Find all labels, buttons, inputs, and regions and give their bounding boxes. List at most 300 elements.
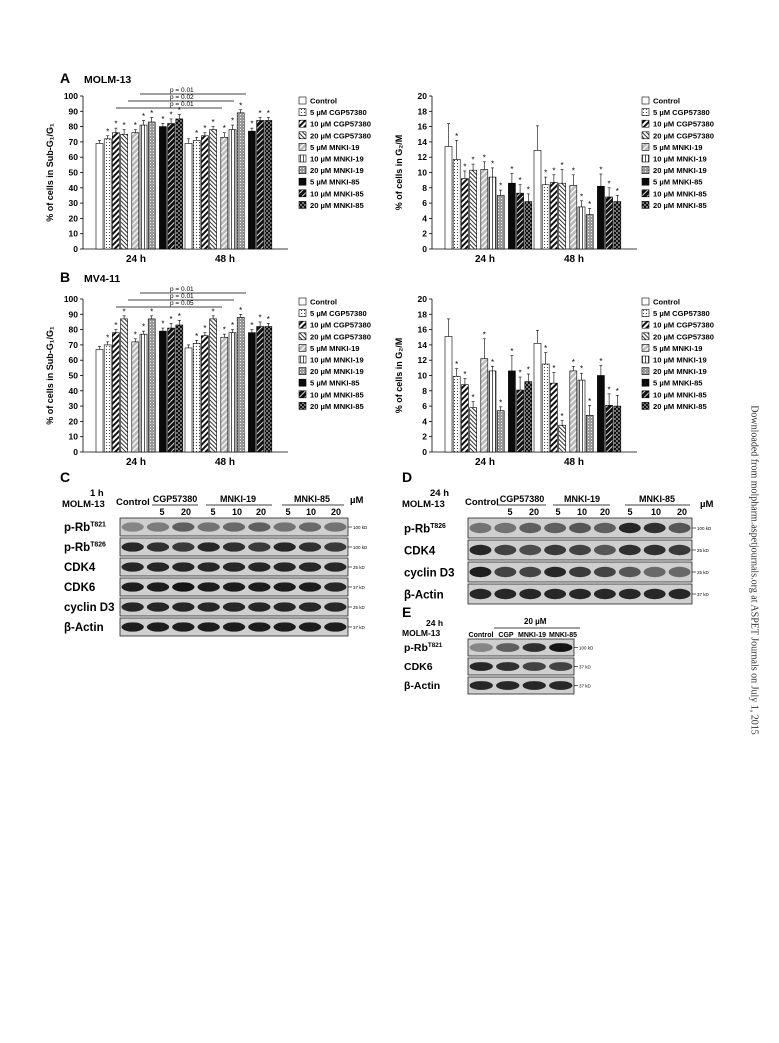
legend-swatch bbox=[299, 321, 306, 328]
blot-band bbox=[274, 602, 296, 611]
legend-label: 10 µM MNKI-19 bbox=[310, 154, 364, 164]
blot-band bbox=[594, 545, 616, 555]
legend-swatch bbox=[299, 310, 306, 317]
significance-star: * bbox=[122, 307, 126, 317]
bar bbox=[159, 127, 166, 249]
blot-band bbox=[172, 622, 194, 631]
legend-label: 5 µM CGP57380 bbox=[653, 309, 710, 319]
panel-d-time: 24 h bbox=[430, 488, 450, 499]
legend-swatch bbox=[642, 344, 649, 351]
legend-label: 5 µM MNKI-85 bbox=[653, 177, 703, 187]
y-tick-label: 20 bbox=[68, 213, 78, 224]
legend-label: 5 µM MNKI-85 bbox=[653, 378, 703, 388]
dose-label: 5 bbox=[507, 507, 513, 517]
blot-band bbox=[594, 567, 616, 577]
blot-band bbox=[122, 602, 144, 611]
legend-swatch bbox=[642, 368, 649, 375]
bar bbox=[570, 371, 577, 452]
blot-band bbox=[470, 662, 493, 671]
blot-band bbox=[496, 681, 519, 690]
panel-c-control: Control bbox=[116, 497, 150, 508]
bar bbox=[481, 169, 488, 249]
legend-label: 5 µM MNKI-19 bbox=[310, 343, 360, 353]
y-tick-label: 70 bbox=[68, 136, 78, 147]
blot-band bbox=[494, 523, 516, 533]
legend-swatch bbox=[299, 109, 306, 116]
bar bbox=[237, 113, 244, 249]
blot-row bbox=[404, 677, 592, 694]
legend-swatch bbox=[299, 344, 306, 351]
bar bbox=[132, 133, 139, 249]
y-tick-label: 8 bbox=[422, 385, 427, 396]
panel-e-time: 24 h bbox=[426, 618, 444, 628]
y-tick-label: 80 bbox=[68, 121, 78, 132]
blot-band bbox=[669, 567, 691, 577]
bar bbox=[168, 124, 175, 249]
y-tick-label: 30 bbox=[68, 198, 78, 209]
y-tick-label: 18 bbox=[417, 106, 427, 117]
y-tick-label: 10 bbox=[68, 228, 78, 239]
bar bbox=[578, 207, 585, 249]
bar bbox=[121, 319, 128, 452]
drug-label: CGP57380 bbox=[499, 494, 545, 504]
bar bbox=[148, 122, 155, 249]
legend-swatch bbox=[642, 310, 649, 317]
bar bbox=[257, 120, 264, 249]
bar bbox=[559, 183, 566, 249]
blot-band bbox=[569, 523, 591, 533]
blot-row-label: β-Actin bbox=[404, 680, 441, 693]
panel-c-cell-line: MOLM-13 bbox=[62, 499, 105, 510]
x-category-label: 48 h bbox=[563, 254, 585, 265]
bar bbox=[229, 333, 236, 452]
panel-d-letter: D bbox=[402, 469, 413, 485]
dose-label: 5 bbox=[285, 507, 291, 517]
bar bbox=[185, 348, 192, 452]
y-axis-label: % of cells in G₂/M bbox=[394, 134, 404, 211]
y-tick-label: 4 bbox=[422, 416, 427, 427]
bar bbox=[497, 411, 504, 452]
blot-band bbox=[324, 602, 346, 611]
molecular-weight-label: 37 kD bbox=[579, 683, 591, 689]
legend-swatch bbox=[299, 178, 306, 185]
significance-star: * bbox=[482, 153, 486, 163]
blot-band bbox=[274, 622, 296, 631]
legend-label: 5 µM MNKI-85 bbox=[310, 378, 360, 388]
legends bbox=[299, 97, 714, 411]
legend-label: 5 µM MNKI-85 bbox=[310, 177, 360, 187]
blot-band bbox=[494, 545, 516, 555]
significance-star: * bbox=[560, 412, 564, 422]
blot-band bbox=[470, 643, 493, 652]
bar bbox=[104, 345, 111, 452]
legend-swatch bbox=[642, 97, 649, 104]
significance-star: * bbox=[203, 324, 207, 334]
significance-star: * bbox=[266, 314, 270, 324]
molecular-weight-label: 25 kD bbox=[697, 570, 709, 575]
legend-label: 10 µM CGP57380 bbox=[653, 119, 714, 129]
bar bbox=[185, 143, 192, 249]
blot-band bbox=[594, 589, 616, 599]
blot-band bbox=[619, 545, 641, 555]
legend-label: 10 µM CGP57380 bbox=[653, 320, 714, 330]
blot-row bbox=[404, 658, 592, 675]
blot-row-label: CDK6 bbox=[64, 581, 96, 594]
panel-e-dose: 20 µM bbox=[524, 617, 547, 626]
panel-c-letter: C bbox=[60, 469, 71, 485]
blot-band bbox=[644, 567, 666, 577]
bar bbox=[586, 215, 593, 249]
significance-star: * bbox=[490, 159, 495, 169]
dose-label: 5 bbox=[210, 507, 216, 517]
y-tick-label: 18 bbox=[417, 309, 427, 320]
blot-row-label: β-Actin bbox=[64, 621, 104, 634]
bar bbox=[445, 146, 452, 249]
y-tick-label: 10 bbox=[68, 431, 78, 442]
legend-label: 5 µM MNKI-19 bbox=[310, 142, 360, 152]
significance-star: * bbox=[463, 370, 467, 380]
blot-band bbox=[549, 662, 572, 671]
significance-star: * bbox=[571, 166, 575, 176]
y-tick-label: 2 bbox=[422, 431, 427, 442]
significance-star: * bbox=[499, 398, 503, 408]
dose-label: 10 bbox=[231, 507, 243, 517]
significance-star: * bbox=[588, 199, 592, 209]
blot-band bbox=[122, 582, 144, 591]
legend-label: 10 µM CGP57380 bbox=[310, 119, 371, 129]
bar bbox=[586, 415, 593, 452]
blot-row bbox=[404, 518, 712, 538]
legend-swatch bbox=[642, 167, 649, 174]
bar bbox=[614, 202, 621, 249]
legend-label: 5 µM CGP57380 bbox=[310, 108, 367, 118]
molecular-weight-label: 25 kD bbox=[697, 548, 709, 553]
blot-band bbox=[147, 622, 169, 631]
legend-label: Control bbox=[310, 297, 337, 307]
blot-band bbox=[544, 523, 566, 533]
legend-swatch bbox=[299, 298, 306, 305]
bar bbox=[210, 130, 217, 249]
y-tick-label: 50 bbox=[68, 167, 78, 178]
legend-label: 5 µM MNKI-19 bbox=[653, 343, 703, 353]
legend-swatch bbox=[642, 143, 649, 150]
blot-band bbox=[644, 545, 666, 555]
dose-label: 20 bbox=[255, 507, 267, 517]
blot-row-label: cyclin D3 bbox=[404, 567, 455, 580]
significance-star: * bbox=[106, 127, 110, 137]
blot-band bbox=[223, 582, 245, 591]
blot-band bbox=[172, 542, 194, 551]
blot-panel-e bbox=[404, 632, 594, 694]
blot-band bbox=[519, 523, 541, 533]
bar bbox=[570, 186, 577, 249]
bar bbox=[597, 186, 604, 249]
legend-label: 20 µM MNKI-19 bbox=[310, 367, 364, 377]
molecular-weight-label: 37 kD bbox=[353, 585, 365, 590]
panel-d-control: Control bbox=[465, 497, 499, 508]
blot-band bbox=[469, 589, 491, 599]
blot-band bbox=[324, 582, 346, 591]
blot-band bbox=[544, 567, 566, 577]
blot-row bbox=[64, 598, 366, 616]
y-tick-label: 12 bbox=[417, 152, 427, 163]
significance-star: * bbox=[455, 131, 459, 141]
panel-c-time: 1 h bbox=[90, 488, 104, 499]
y-tick-label: 20 bbox=[417, 91, 427, 101]
y-tick-label: 10 bbox=[417, 370, 427, 381]
download-watermark-text: Downloaded from molpharm.aspetjournals.org at ASPET Journals on July 1, 2015 bbox=[748, 405, 760, 735]
legend-swatch bbox=[299, 356, 306, 363]
bar bbox=[606, 405, 613, 452]
significance-star: * bbox=[114, 321, 118, 331]
bar bbox=[606, 197, 613, 249]
blot-band bbox=[324, 522, 346, 531]
dose-label: 10 bbox=[305, 507, 317, 517]
bar bbox=[453, 376, 460, 452]
y-tick-label: 0 bbox=[73, 244, 78, 254]
significance-star: * bbox=[526, 365, 530, 375]
significance-star: * bbox=[177, 105, 181, 115]
bar bbox=[489, 177, 496, 249]
blot-band bbox=[274, 542, 296, 551]
chart-A-left bbox=[45, 91, 288, 265]
legend-label: 10 µM MNKI-85 bbox=[310, 390, 364, 400]
dose-label: 10 bbox=[576, 507, 588, 517]
blot-band bbox=[248, 622, 270, 631]
significance-star: * bbox=[133, 121, 137, 131]
blot-band bbox=[619, 523, 641, 533]
y-tick-label: 70 bbox=[68, 339, 78, 350]
legend-swatch bbox=[299, 120, 306, 127]
significance-star: * bbox=[161, 319, 165, 329]
panel-c-unit: µM bbox=[350, 495, 364, 506]
blot-row bbox=[404, 584, 710, 604]
blot-band bbox=[147, 602, 169, 611]
blot-band bbox=[122, 522, 144, 531]
dose-label: 20 bbox=[676, 507, 688, 517]
significance-star: * bbox=[607, 179, 611, 189]
legend-swatch bbox=[642, 391, 649, 398]
blot-band bbox=[569, 589, 591, 599]
legend-swatch bbox=[299, 402, 306, 409]
significance-star: * bbox=[141, 111, 146, 121]
significance-star: * bbox=[177, 311, 181, 321]
legend-swatch bbox=[642, 178, 649, 185]
legend-swatch bbox=[642, 379, 649, 386]
significance-star: * bbox=[560, 160, 564, 170]
blot-band bbox=[248, 582, 270, 591]
blot-band bbox=[644, 589, 666, 599]
bar bbox=[193, 140, 200, 249]
legend-label: 20 µM MNKI-19 bbox=[310, 166, 364, 176]
drug-label: MNKI-85 bbox=[293, 494, 331, 504]
legend-label: 20 µM MNKI-19 bbox=[653, 367, 707, 377]
legend-label: 5 µM MNKI-19 bbox=[653, 142, 703, 152]
blot-band bbox=[469, 523, 491, 533]
bar bbox=[470, 408, 477, 452]
legend-label: Control bbox=[653, 297, 680, 307]
legend-swatch bbox=[299, 201, 306, 208]
blot-band bbox=[496, 643, 519, 652]
molecular-weight-label: 37 kD bbox=[697, 592, 709, 597]
significance-star: * bbox=[203, 124, 207, 134]
bar bbox=[508, 371, 515, 452]
blot-band bbox=[274, 522, 296, 531]
significance-star: * bbox=[161, 115, 165, 125]
y-tick-label: 20 bbox=[417, 294, 427, 304]
blot-band bbox=[324, 542, 346, 551]
blot-band bbox=[523, 662, 546, 671]
bar bbox=[210, 319, 217, 452]
blot-band bbox=[299, 542, 321, 551]
drug-label: MNKI-19 bbox=[219, 494, 257, 504]
significance-star: * bbox=[518, 368, 522, 378]
blot-band bbox=[544, 589, 566, 599]
blot-band bbox=[669, 545, 691, 555]
significance-star: * bbox=[169, 110, 173, 120]
dose-label: 20 bbox=[180, 507, 192, 517]
blot-band bbox=[172, 562, 194, 571]
legend-label: 20 µM CGP57380 bbox=[653, 131, 714, 141]
blot-band bbox=[299, 602, 321, 611]
bar bbox=[559, 425, 566, 452]
drug-label: MNKI-19 bbox=[563, 494, 601, 504]
legend-label: 20 µM CGP57380 bbox=[310, 332, 371, 342]
molecular-weight-label: 25 kD bbox=[353, 605, 365, 610]
x-category-label: 24 h bbox=[474, 254, 496, 265]
bar bbox=[525, 202, 532, 249]
panel-e-cell-line: MOLM-13 bbox=[402, 628, 441, 638]
legend-label: Control bbox=[653, 96, 680, 106]
blot-band bbox=[223, 542, 245, 551]
legend-swatch bbox=[642, 109, 649, 116]
bar bbox=[248, 333, 255, 452]
bar bbox=[597, 376, 604, 453]
x-category-label: 48 h bbox=[563, 457, 585, 468]
panel-b-letter: B bbox=[60, 269, 71, 285]
molecular-weight-label: 100 kD bbox=[579, 645, 594, 651]
x-category-label: 24 h bbox=[474, 457, 496, 468]
significance-star: * bbox=[490, 357, 495, 367]
bar bbox=[470, 170, 477, 249]
dose-label: 5 bbox=[555, 507, 561, 517]
y-tick-label: 30 bbox=[68, 401, 78, 412]
legend-label: 10 µM MNKI-19 bbox=[653, 355, 707, 365]
y-tick-label: 40 bbox=[68, 182, 78, 193]
bar bbox=[96, 349, 103, 452]
bar bbox=[176, 325, 183, 452]
significance-star: * bbox=[615, 386, 619, 396]
significance-star: * bbox=[552, 166, 556, 176]
blot-row-label: CDK4 bbox=[404, 545, 436, 558]
bar bbox=[112, 133, 119, 249]
bar bbox=[542, 364, 549, 452]
bar bbox=[229, 130, 236, 249]
blot-band bbox=[299, 522, 321, 531]
blot-band bbox=[198, 562, 220, 571]
legend-label: 5 µM CGP57380 bbox=[653, 108, 710, 118]
y-tick-label: 6 bbox=[422, 198, 427, 209]
legend-swatch bbox=[642, 298, 649, 305]
legend-label: 20 µM MNKI-85 bbox=[653, 401, 707, 411]
legend-swatch bbox=[642, 333, 649, 340]
blot-band bbox=[223, 522, 245, 531]
bar bbox=[265, 120, 272, 249]
y-tick-label: 100 bbox=[63, 91, 78, 101]
blot-band bbox=[274, 582, 296, 591]
dose-label: 10 bbox=[650, 507, 662, 517]
significance-star: * bbox=[518, 176, 522, 186]
legend-swatch bbox=[642, 402, 649, 409]
bar bbox=[461, 179, 468, 249]
y-tick-label: 80 bbox=[68, 324, 78, 335]
blot-band bbox=[172, 522, 194, 531]
lane-label: CGP bbox=[498, 632, 514, 639]
significance-star: * bbox=[599, 165, 603, 175]
legend-label: 20 µM CGP57380 bbox=[310, 131, 371, 141]
blot-row bbox=[64, 518, 368, 536]
y-tick-label: 4 bbox=[422, 213, 427, 224]
legend bbox=[642, 298, 714, 411]
significance-star: * bbox=[250, 119, 254, 129]
y-tick-label: 90 bbox=[68, 309, 78, 320]
y-axis-label: % of cells in Sub-G₁/G₁ bbox=[45, 326, 55, 425]
blot-band bbox=[198, 622, 220, 631]
dose-label: 5 bbox=[159, 507, 165, 517]
legend-label: 20 µM MNKI-85 bbox=[310, 401, 364, 411]
y-tick-label: 6 bbox=[422, 401, 427, 412]
blot-band bbox=[569, 545, 591, 555]
significance-star: * bbox=[222, 124, 226, 134]
legend-swatch bbox=[642, 356, 649, 363]
bar bbox=[489, 371, 496, 452]
dose-label: 5 bbox=[627, 507, 633, 517]
bar bbox=[578, 380, 585, 452]
blot-row-label: $p-Rb^{T826}$ bbox=[64, 541, 106, 554]
blot-band bbox=[198, 582, 220, 591]
y-tick-label: 2 bbox=[422, 228, 427, 239]
bar bbox=[121, 134, 128, 249]
significance-star: * bbox=[250, 321, 254, 331]
significance-star: * bbox=[106, 333, 110, 343]
legend-label: 10 µM MNKI-19 bbox=[653, 154, 707, 164]
blot-band bbox=[299, 622, 321, 631]
blot-row-label: CDK4 bbox=[64, 561, 96, 574]
pval-b-3: p = 0.05 bbox=[170, 300, 194, 307]
y-tick-label: 10 bbox=[417, 167, 427, 178]
chart-A-right bbox=[394, 91, 637, 265]
significance-star: * bbox=[482, 330, 486, 340]
blot-band bbox=[147, 522, 169, 531]
blot-row-label: β-Actin bbox=[404, 589, 444, 602]
bar bbox=[193, 343, 200, 452]
blot-band bbox=[469, 567, 491, 577]
bar bbox=[534, 343, 541, 452]
legend-label: 20 µM CGP57380 bbox=[653, 332, 714, 342]
significance-star: * bbox=[579, 364, 584, 374]
lane-label: MNKI-19 bbox=[517, 632, 547, 639]
bar bbox=[221, 337, 228, 452]
blot-panel-c bbox=[64, 494, 368, 636]
y-tick-label: 0 bbox=[422, 244, 427, 254]
legend-swatch bbox=[642, 190, 649, 197]
chart-B-right bbox=[394, 294, 637, 468]
legend-swatch bbox=[299, 155, 306, 162]
significance-star: * bbox=[222, 325, 226, 335]
blot-band bbox=[523, 643, 546, 652]
blot-band bbox=[122, 622, 144, 631]
blot-band bbox=[549, 643, 572, 652]
